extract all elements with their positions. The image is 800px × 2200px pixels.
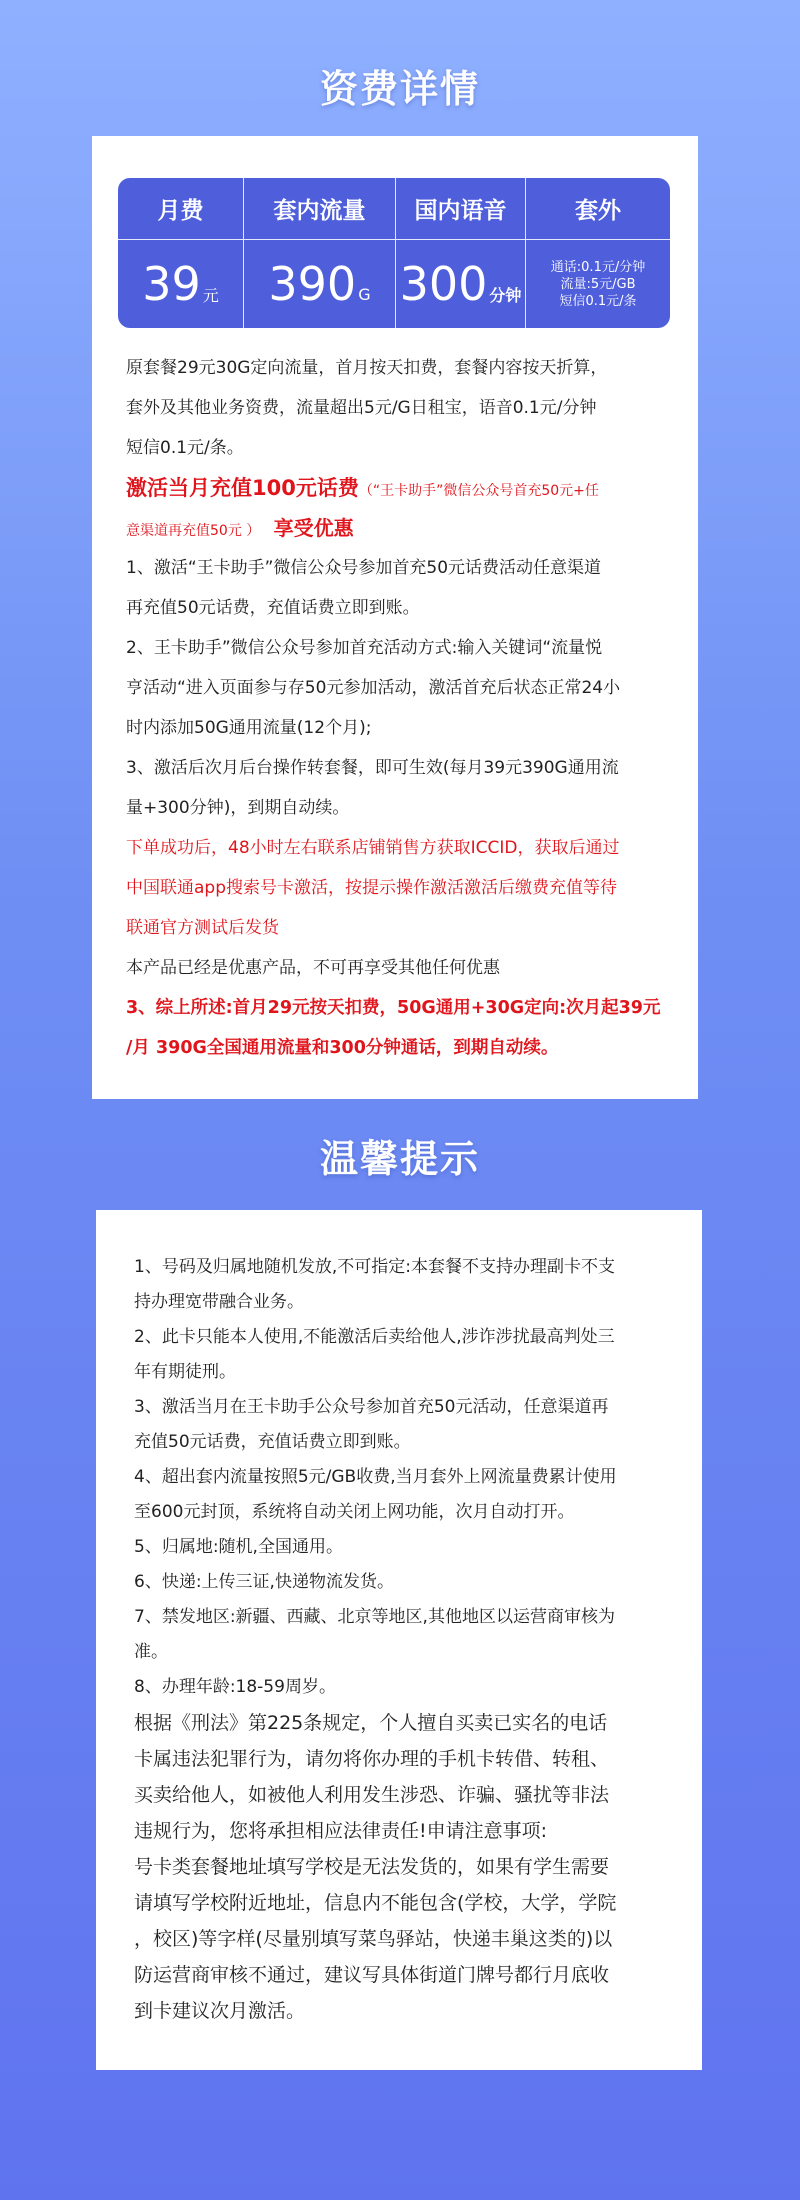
- voice-value: [396, 240, 526, 328]
- promo-note-2: 意渠道再充值50元 ）: [126, 523, 261, 539]
- tip-line: 6、快递:上传三证,快递物流发货。: [134, 1572, 394, 1592]
- legal-line: 违规行为，您将承担相应法律责任!申请注意事项:: [134, 1820, 548, 1842]
- shipping-notice: [126, 828, 672, 948]
- promo-note-1: （“王卡助手”微信公众号首充50元+任: [358, 483, 599, 499]
- monthly-fee-value: [118, 240, 244, 328]
- tip-line: 3、激活当月在王卡助手公众号参加首充50元活动，任意渠道再: [134, 1397, 609, 1417]
- notice-line: 联通官方测试后发货: [126, 918, 279, 938]
- tip-line: 8、办理年龄:18-59周岁。: [134, 1677, 336, 1697]
- overage-rates: [526, 240, 670, 328]
- step-line: 时内添加50G通用流量(12个月);: [126, 718, 372, 738]
- plan-description: [126, 348, 672, 468]
- tip-line: 1、号码及归属地随机发放,不可指定:本套餐不支持办理副卡不支: [134, 1257, 615, 1277]
- fee-table: [118, 178, 670, 328]
- legal-line: 到卡建议次月激活。: [134, 2000, 306, 2022]
- overage-sms-rate: 短信0.1元/条: [559, 293, 637, 309]
- overage-data-rate: 流量:5元/GB: [560, 276, 636, 292]
- tip-line: 7、禁发地区:新疆、西藏、北京等地区,其他地区以运营商审核为: [134, 1607, 615, 1627]
- step-line: 2、王卡助手”微信公众号参加首充活动方式:输入关键词“流量悦: [126, 638, 603, 658]
- description-line: 套外及其他业务资费，流量超出5元/G日租宝，语音0.1元/分钟: [126, 398, 597, 418]
- overage-call-rate: 通话:0.1元/分钟: [550, 259, 646, 275]
- notice-line: 本产品已经是优惠产品，不可再享受其他任何优惠: [126, 958, 500, 978]
- tip-line: 至600元封顶，系统将自动关闭上网功能，次月自动打开。: [134, 1502, 575, 1522]
- section-title-fee-details: 资费详情: [319, 67, 480, 111]
- promo-line-1: [126, 468, 672, 508]
- step-line: 量+300分钟)，到期自动续。: [126, 798, 350, 818]
- summary-line: 3、综上所述:首月29元按天扣费，50G通用+30G定向:次月起39元: [126, 998, 661, 1018]
- legal-line: ，校区)等字样(尽量别填写菜鸟驿站，快递丰巢这类的)以: [134, 1928, 613, 1950]
- monthly-fee-unit: 元: [202, 285, 219, 305]
- description-line: 短信0.1元/条。: [126, 438, 244, 458]
- legal-line: 请填写学校附近地址，信息内不能包含(学校，大学，学院: [134, 1892, 617, 1914]
- tip-line: 准。: [134, 1642, 168, 1662]
- tip-line: 4、超出套内流量按照5元/GB收费,当月套外上网流量费累计使用: [134, 1467, 617, 1487]
- legal-line: 根据《刑法》第225条规定，个人擅自买卖已实名的电话: [134, 1712, 608, 1734]
- header-overage: 套外: [526, 178, 670, 240]
- tips-list: [134, 1250, 674, 1705]
- voice-number: 300: [399, 257, 488, 311]
- header-monthly-fee: 月费: [118, 178, 244, 240]
- activation-steps: [126, 548, 672, 828]
- tip-line: 5、归属地:随机,全国通用。: [134, 1537, 343, 1557]
- header-data-allowance: 套内流量: [244, 178, 396, 240]
- data-allowance-number: 390: [268, 257, 357, 311]
- promo-enjoy: 享受优惠: [273, 516, 354, 540]
- voice-unit: 分钟: [489, 285, 522, 305]
- promo-block: [126, 468, 672, 548]
- header-domestic-voice: 国内语音: [396, 178, 526, 240]
- tip-line: 年有期徒刑。: [134, 1362, 236, 1382]
- description-line: 原套餐29元30G定向流量，首月按天扣费，套餐内容按天折算，: [126, 358, 608, 378]
- tip-line: 2、此卡只能本人使用,不能激活后卖给他人,涉诈涉扰最高判处三: [134, 1327, 615, 1347]
- promo-main: 激活当月充值100元话费: [126, 476, 359, 500]
- tip-line: 充值50元话费，充值话费立即到账。: [134, 1432, 411, 1452]
- notice-line: 中国联通app搜索号卡激活，按提示操作激活激活后缴费充值等待: [126, 878, 617, 898]
- legal-line: 号卡类套餐地址填写学校是无法发货的，如果有学生需要: [134, 1856, 610, 1878]
- step-line: 再充值50元话费，充值话费立即到账。: [126, 598, 420, 618]
- step-line: 亨活动“进入页面参与存50元参加活动，激活首充后状态正常24小: [126, 678, 621, 698]
- step-line: 1、激活“王卡助手”微信公众号参加首充50元话费活动任意渠道: [126, 558, 602, 578]
- fee-details-card: [92, 136, 698, 1099]
- promo-line-2: [126, 508, 672, 548]
- legal-line: 防运营商审核不通过，建议写具体街道门牌号都行月底收: [134, 1964, 610, 1986]
- data-allowance-value: [244, 240, 396, 328]
- data-allowance-unit: G: [358, 284, 371, 304]
- legal-line: 买卖给他人，如被他人利用发生涉恐、诈骗、骚扰等非法: [134, 1784, 610, 1806]
- section-title-tips: 温馨提示: [319, 1137, 480, 1181]
- summary-block: [126, 988, 672, 1068]
- monthly-fee-number: 39: [142, 257, 201, 311]
- tips-card: [96, 1210, 702, 2070]
- notice-line: 下单成功后，48小时左右联系店铺销售方获取ICCID，获取后通过: [126, 838, 620, 858]
- legal-line: 卡属违法犯罪行为，请勿将你办理的手机卡转借、转租、: [134, 1748, 610, 1770]
- no-other-discount-notice: [126, 948, 672, 988]
- tip-line: 持办理宽带融合业务。: [134, 1292, 304, 1312]
- legal-warning: [134, 1705, 674, 2029]
- summary-line: /月 390G全国通用流量和300分钟通话，到期自动续。: [126, 1038, 559, 1058]
- step-line: 3、激活后次月后台操作转套餐，即可生效(每月39元390G通用流: [126, 758, 619, 778]
